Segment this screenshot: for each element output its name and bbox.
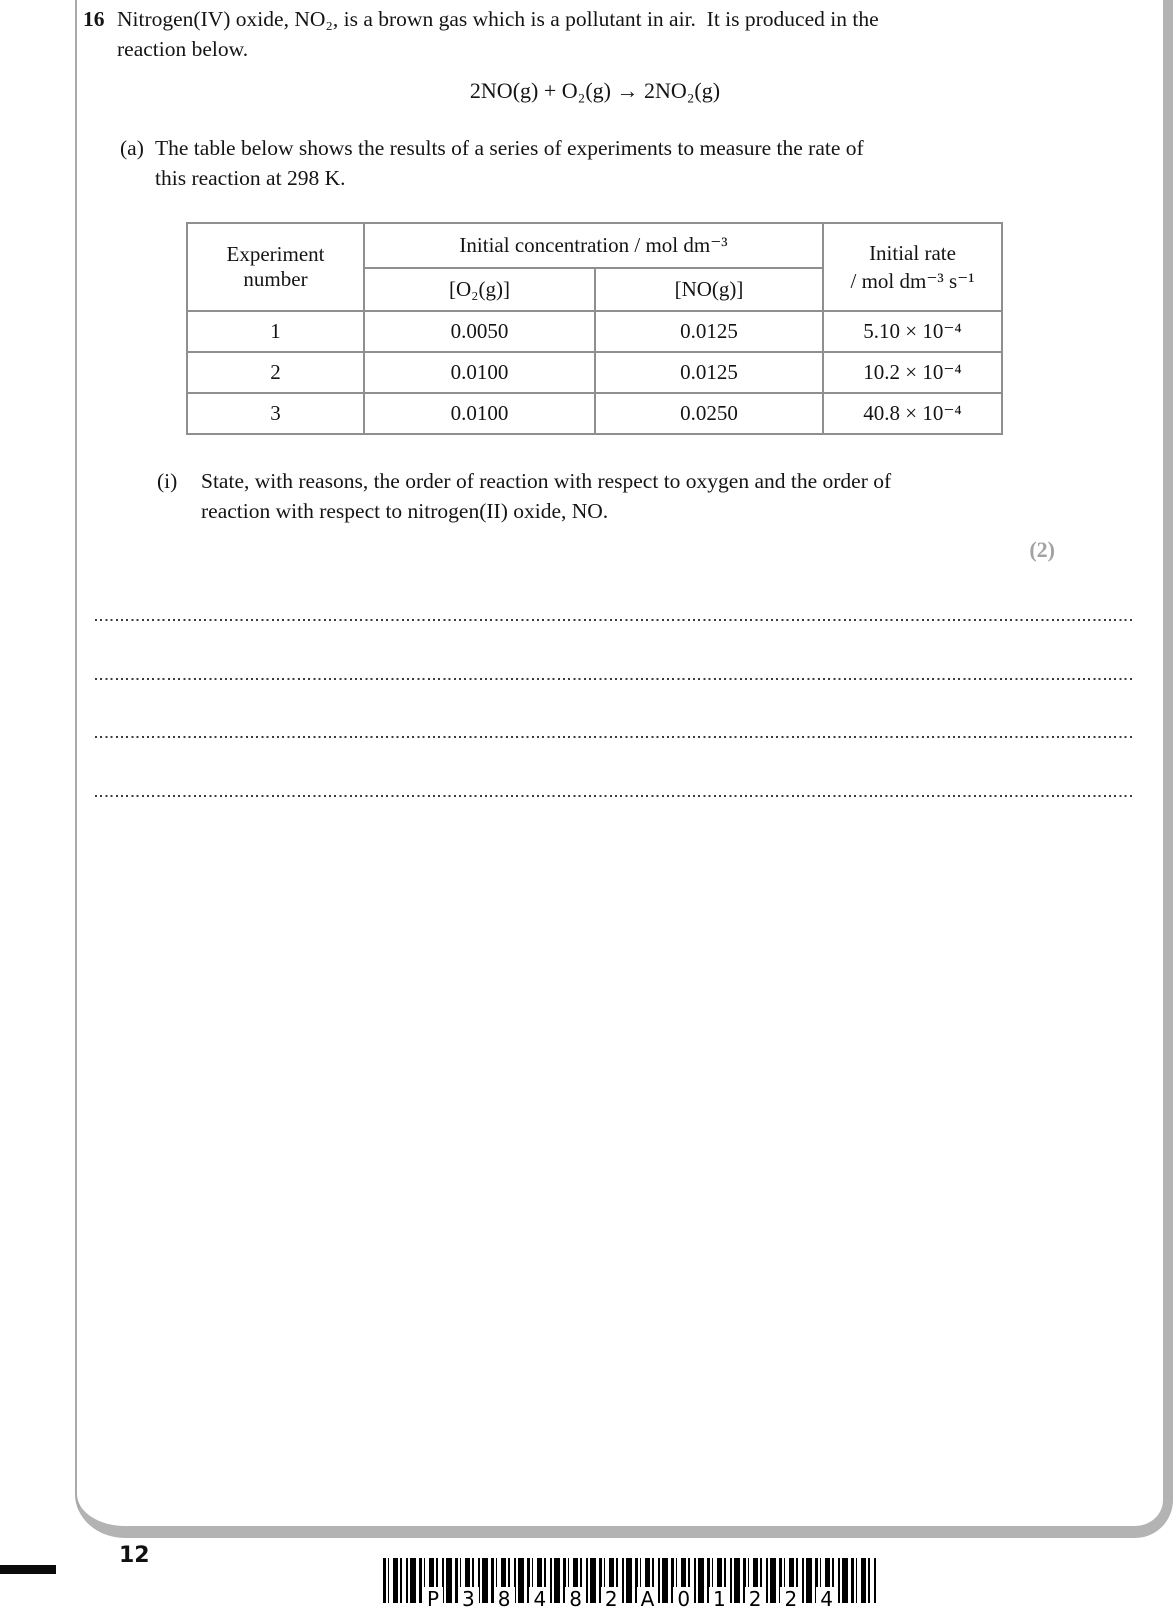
- cell-o2: 0.0100: [364, 393, 595, 434]
- header-initial-rate-line1: Initial rate: [869, 241, 956, 265]
- header-experiment-number: Experiment number: [187, 223, 364, 311]
- table-row: [187, 393, 1002, 434]
- part-i-text: [201, 466, 891, 526]
- header-initial-rate-line2: / mol dm⁻³ s⁻¹: [850, 269, 975, 293]
- part-i-label: (i): [157, 469, 178, 493]
- marks-badge: (2): [1029, 537, 1055, 562]
- cell-no: 0.0250: [595, 393, 823, 434]
- part-i: [157, 466, 891, 526]
- chemical-equation: 2NO(g) + O₂(g) → 2NO₂(g): [469, 78, 721, 103]
- answer-line[interactable]: [95, 736, 1135, 739]
- part-a-line-2: this reaction at 298 K.: [155, 166, 346, 190]
- answer-line[interactable]: [95, 619, 1135, 622]
- cell-o2: 0.0050: [364, 311, 595, 352]
- part-i-line-1: State, with reasons, the order of reaction with respect to oxygen and the order of: [201, 469, 892, 493]
- header-initial-rate: [823, 223, 1002, 311]
- intro-line-1: Nitrogen(IV) oxide, NO₂, is a brown gas which is a pollutant in air. It is produced in the: [117, 7, 879, 31]
- cell-rate: 40.8 × 10⁻⁴: [823, 393, 1002, 434]
- barcode: [383, 1558, 877, 1611]
- cell-o2: 0.0100: [364, 352, 595, 393]
- cell-rate: 10.2 × 10⁻⁴: [823, 352, 1002, 393]
- cell-experiment: 1: [187, 311, 364, 352]
- header-initial-concentration: Initial concentration / mol dm⁻³: [364, 223, 823, 268]
- cell-experiment: 3: [187, 393, 364, 434]
- cell-no: 0.0125: [595, 311, 823, 352]
- part-a-label: (a): [120, 136, 144, 160]
- part-a-line-1: The table below shows the results of a series of experiments to measure the rate of: [155, 136, 864, 160]
- cell-rate: 5.10 × 10⁻⁴: [823, 311, 1002, 352]
- question-16-intro: [83, 4, 879, 64]
- intro-line-2: reaction below.: [117, 37, 249, 61]
- binding-mark: [0, 1565, 56, 1574]
- cell-experiment: 2: [187, 352, 364, 393]
- question-intro-text: [117, 4, 879, 64]
- table-row: [187, 311, 1002, 352]
- header-no-concentration: [NO(g)]: [595, 268, 823, 311]
- part-a: [120, 133, 864, 193]
- header-o2-concentration: [O₂(g)]: [364, 268, 595, 311]
- answer-line[interactable]: [95, 795, 1135, 798]
- question-number: 16: [83, 7, 105, 31]
- answer-line[interactable]: [95, 678, 1135, 681]
- page-number: 12: [119, 1543, 150, 1568]
- part-i-line-2: reaction with respect to nitrogen(II) oxide, NO.: [201, 499, 609, 523]
- table-row: [187, 352, 1002, 393]
- cell-no: 0.0125: [595, 352, 823, 393]
- results-table: [186, 222, 1003, 435]
- part-a-text: [155, 133, 864, 193]
- barcode-text: P 3 8 4 8 2 A 0 1 2 2 4: [423, 1587, 837, 1611]
